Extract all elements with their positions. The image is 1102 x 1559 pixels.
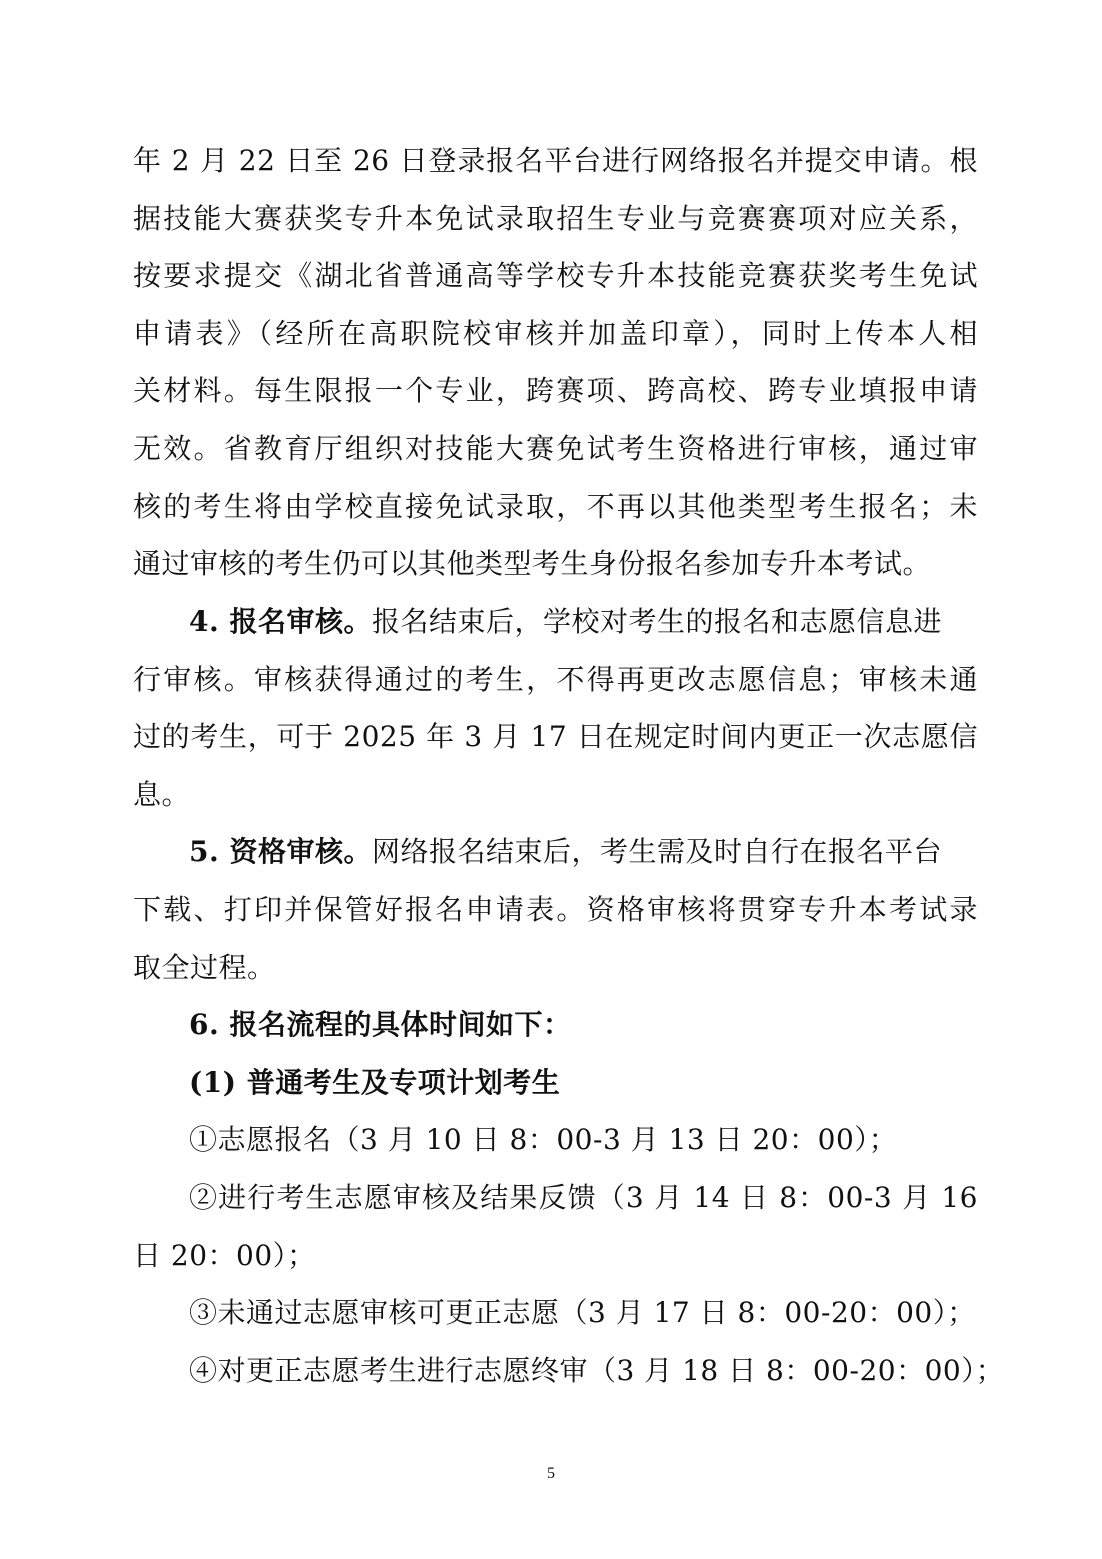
paragraph-line: 按要求提交《湖北省普通高等学校专升本技能竞赛获奖考生免试 [133, 259, 978, 292]
section-4-text: 报名结束后，学校对考生的报名和志愿信息进 [371, 605, 942, 638]
paragraph-line: 年 2 月 22 日至 26 日登录报名平台进行网络报名并提交申请。根 [133, 144, 978, 177]
section-5-heading: 5. 资格审核。 [189, 835, 372, 868]
section-5-line [189, 832, 978, 872]
paragraph-line: 无效。省教育厅组织对技能大赛免试考生资格进行审核，通过审 [133, 432, 978, 465]
section-4-line: 行审核。审核获得通过的考生，不得再更改志愿信息；审核未通 [133, 663, 978, 696]
section-6-subheading: (1) 普通考生及专项计划考生 [189, 1066, 561, 1099]
section-6-heading: 6. 报名流程的具体时间如下： [189, 1008, 572, 1041]
schedule-item: ③未通过志愿审核可更正志愿（3 月 17 日 8：00-20：00）； [189, 1296, 976, 1329]
section-4-heading: 4. 报名审核。 [189, 605, 372, 638]
section-5-line: 下载、打印并保管好报名申请表。资格审核将贯穿专升本考试录 [133, 893, 978, 926]
paragraph-line: 申请表》（经所在高职院校审核并加盖印章），同时上传本人相 [133, 317, 978, 350]
paragraph-line: 核的考生将由学校直接免试录取，不再以其他类型考生报名；未 [133, 490, 978, 523]
schedule-item: ②进行考生志愿审核及结果反馈（3 月 14 日 8：00-3 月 16 [189, 1181, 978, 1214]
section-4-line: 息。 [133, 778, 191, 811]
paragraph-line: 据技能大赛获奖专升本免试录取招生专业与竞赛赛项对应关系， [133, 202, 978, 235]
paragraph-line: 关材料。每生限报一个专业，跨赛项、跨高校、跨专业填报申请 [133, 374, 978, 407]
section-4-line [189, 602, 978, 642]
schedule-item: 日 20：00）； [133, 1239, 316, 1272]
page-number: 5 [547, 1465, 555, 1482]
paragraph-line: 通过审核的考生仍可以其他类型考生身份报名参加专升本考试。 [133, 547, 932, 580]
schedule-item: ①志愿报名（3 月 10 日 8：00-3 月 13 日 20：00）； [189, 1123, 898, 1156]
section-5-text: 网络报名结束后，考生需及时自行在报名平台 [371, 835, 942, 868]
schedule-item: ④对更正志愿考生进行志愿终审（3 月 18 日 8：00-20：00）； [189, 1354, 1005, 1387]
section-4-line: 过的考生，可于 2025 年 3 月 17 日在规定时间内更正一次志愿信 [133, 720, 978, 753]
section-5-line: 取全过程。 [133, 951, 276, 984]
